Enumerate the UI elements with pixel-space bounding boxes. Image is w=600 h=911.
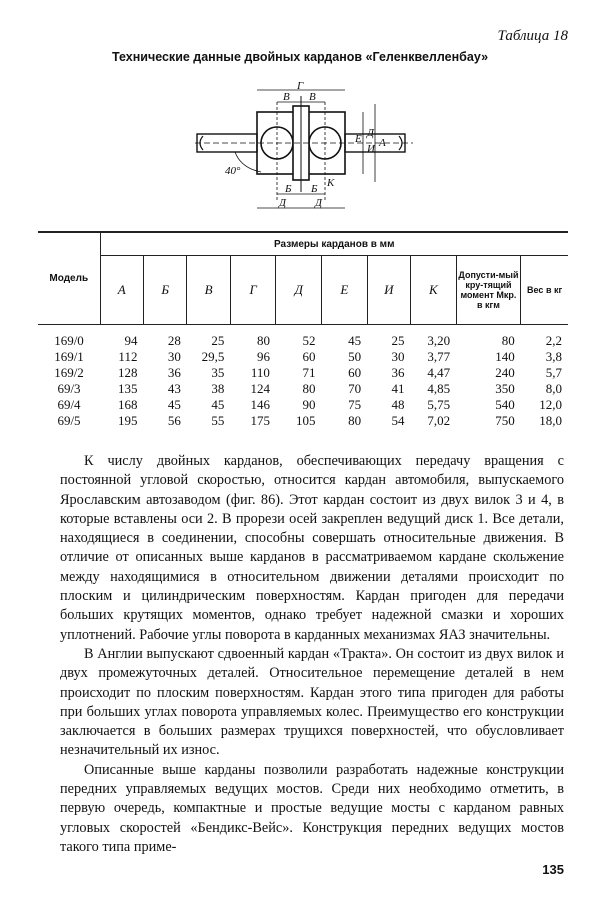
dimensions-group-header: Размеры карданов в мм — [100, 232, 568, 256]
value-cell: 48 — [391, 397, 405, 412]
value-cell: 56 — [167, 413, 181, 428]
value-cell: 30 — [167, 349, 181, 364]
value-cell: 35 — [211, 365, 225, 380]
cardan-drawing — [195, 82, 425, 232]
value-cell: 12,0 — [539, 397, 562, 412]
label-v1: В — [283, 91, 290, 103]
value-cell: 75 — [348, 397, 362, 412]
value-cell: 41 — [391, 381, 405, 396]
value-cell: 3,20 — [427, 333, 451, 348]
value-cell: 50 — [348, 349, 362, 364]
model-cell: 169/2 — [54, 365, 84, 380]
value-cell: 140 — [495, 349, 515, 364]
value-cell: 5,7 — [545, 365, 562, 380]
label-d-side: Д — [367, 127, 374, 139]
value-cell: 240 — [495, 365, 515, 380]
value-cell: 7,02 — [427, 413, 451, 428]
value-cell: 45 — [348, 333, 362, 348]
label-b1: Б — [285, 183, 292, 195]
label-b2: Б — [311, 183, 318, 195]
model-cell: 69/4 — [57, 397, 81, 412]
value-cell: 55 — [211, 413, 225, 428]
table-row — [38, 325, 568, 350]
label-i: И — [367, 143, 375, 155]
value-cell: 28 — [167, 333, 181, 348]
table-caption: Технические данные двойных карданов «Геленквелленбау» — [111, 50, 489, 64]
value-cell: 195 — [117, 413, 138, 428]
value-cell: 135 — [117, 381, 138, 396]
value-cell: 146 — [250, 397, 270, 412]
table-row — [38, 413, 568, 429]
label-a: А — [379, 137, 386, 149]
label-g: Г — [297, 82, 304, 92]
value-cell: 105 — [296, 413, 316, 428]
paragraph: К числу двойных карданов, обеспечивающих передачу вращения с постоянной угловой скоростью, относится кардан автомобиля, выпускаемого Ярославским автозаводом (фиг. 86). Этот кардан состоит из двух вилок 3 и 4, в которые вставлены оси 2. В прорези осей закреплен ведущий диск 1. Все детали, находящиеся в соединении, способны совершать относительные движения. В отличие от описанных выше карданов в рассматриваемом кардане скольжение между находящимися в относительном движении деталями происходит по плоским и цилиндрическим поверхностям. Кардан пригоден для передачи больших крутящих моментов, однако требует надежной смазки и хороших уплотнений. Рабочие углы поворота в карданных механизмах ЯАЗ значительны. — [60, 453, 564, 643]
paragraph: Описанные выше карданы позволили разработать надежные конструкции передних управляемых ведущих мостов. Среди них необходимо отметить, в первую очередь, компактные и простые ведущие мосты с карданом равных угловых скоростей «Бендикс-Вейс». Конструкция передних ведущих мостов такого типа приме- — [60, 761, 564, 855]
spec-table — [38, 231, 568, 429]
value-cell: 2,2 — [545, 333, 562, 348]
value-cell: 36 — [167, 365, 181, 380]
value-cell: 60 — [302, 349, 316, 364]
col-b: Б — [143, 256, 186, 325]
label-angle: 40° — [225, 165, 241, 177]
value-cell: 124 — [250, 381, 270, 396]
value-cell: 71 — [302, 365, 316, 380]
value-cell: 52 — [302, 333, 316, 348]
table-row — [38, 365, 568, 381]
value-cell: 5,75 — [427, 397, 451, 412]
value-cell: 25 — [391, 333, 405, 348]
label-v2: В — [309, 91, 316, 103]
value-cell: 36 — [391, 365, 405, 380]
value-cell: 350 — [495, 381, 515, 396]
value-cell: 43 — [167, 381, 181, 396]
label-d2: Д — [315, 197, 322, 209]
col-weight: Вес в кг — [521, 256, 568, 325]
model-cell: 169/1 — [54, 349, 84, 364]
value-cell: 94 — [124, 333, 138, 348]
page-number: 135 — [542, 862, 564, 877]
value-cell: 80 — [302, 381, 316, 396]
col-k: К — [411, 256, 457, 325]
value-cell: 750 — [495, 413, 515, 428]
col-g: Г — [230, 256, 276, 325]
value-cell: 38 — [211, 381, 225, 396]
value-cell: 4,47 — [427, 365, 451, 380]
col-torque: Допусти-мый кру-тящий момент Мкр. в кгм — [456, 256, 521, 325]
value-cell: 60 — [348, 365, 362, 380]
paragraph: В Англии выпускают сдвоенный кардан «Тракта». Он состоит из двух вилок и двух промежуточных деталей. Относительное перемещение деталей в нем происходит по плоским поверхностям. Кардан этого типа пригоден для работы при больших углах поворота управляемых колес. Преимущество его конструкции заключается в больших размерах трущихся поверхностей, что обусловливает незначительный их износ. — [60, 645, 564, 759]
value-cell: 175 — [250, 413, 270, 428]
body-text — [60, 452, 564, 857]
value-cell: 80 — [501, 333, 515, 348]
label-e: Е — [355, 133, 362, 145]
model-header: Модель — [38, 232, 100, 325]
value-cell: 110 — [250, 365, 270, 380]
table-row — [38, 397, 568, 413]
col-i: И — [367, 256, 410, 325]
col-a: А — [100, 256, 143, 325]
value-cell: 30 — [391, 349, 405, 364]
value-cell: 45 — [211, 397, 225, 412]
model-cell: 69/5 — [57, 413, 81, 428]
value-cell: 18,0 — [539, 413, 562, 428]
value-cell: 70 — [348, 381, 362, 396]
value-cell: 80 — [256, 333, 270, 348]
label-d1: Д — [279, 197, 286, 209]
value-cell: 128 — [117, 365, 138, 380]
value-cell: 168 — [117, 397, 138, 412]
value-cell: 3,8 — [545, 349, 562, 364]
value-cell: 29,5 — [201, 349, 225, 364]
table-row — [38, 349, 568, 365]
value-cell: 8,0 — [545, 381, 562, 396]
value-cell: 4,85 — [427, 381, 451, 396]
value-cell: 25 — [211, 333, 225, 348]
col-v: В — [187, 256, 230, 325]
value-cell: 540 — [495, 397, 515, 412]
value-cell: 112 — [118, 349, 138, 364]
value-cell: 45 — [167, 397, 181, 412]
table-number-label: Таблица 18 — [497, 28, 568, 44]
table-row — [38, 381, 568, 397]
model-cell: 69/3 — [57, 381, 81, 396]
value-cell: 90 — [302, 397, 316, 412]
value-cell: 54 — [391, 413, 405, 428]
value-cell: 3,77 — [427, 349, 451, 364]
col-d: Д — [276, 256, 322, 325]
label-k: К — [327, 177, 335, 189]
value-cell: 80 — [348, 413, 362, 428]
model-cell: 169/0 — [54, 333, 84, 348]
value-cell: 96 — [256, 349, 270, 364]
col-e: Е — [322, 256, 368, 325]
